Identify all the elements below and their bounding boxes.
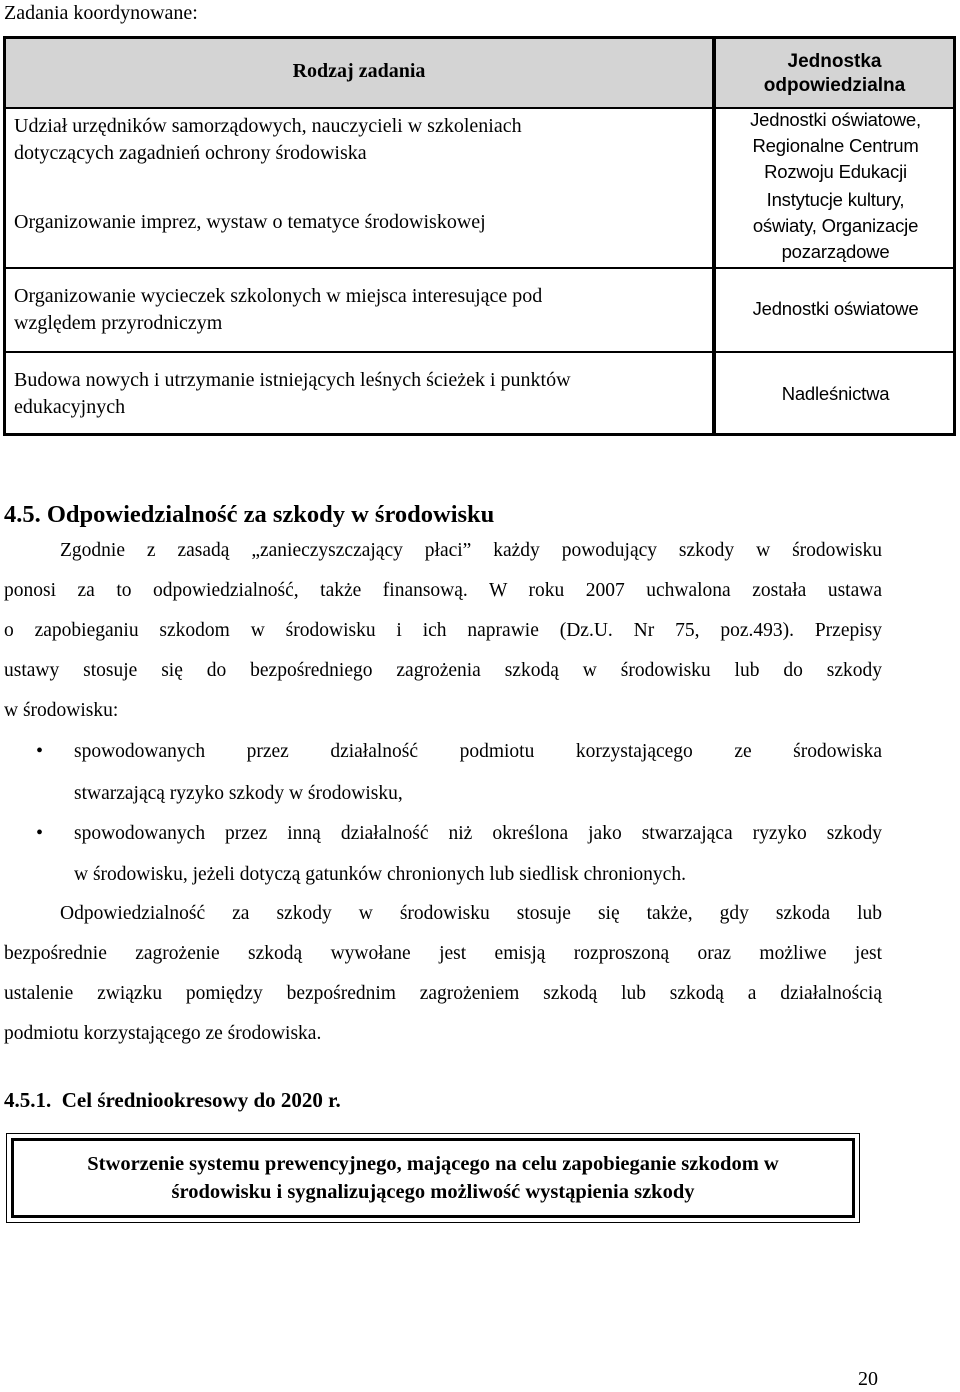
unit-line: Jednostki oświatowe — [752, 298, 919, 319]
task-cell — [14, 367, 704, 421]
task-line: edukacyjnych — [14, 396, 126, 418]
task-cell — [14, 209, 704, 236]
header-task-type: Rodzaj zadania — [6, 39, 712, 107]
row-divider — [716, 351, 953, 353]
unit-line: oświaty, Organizacje — [752, 215, 919, 236]
intro-heading: Zadania koordynowane: — [4, 2, 198, 24]
column-divider — [712, 39, 716, 433]
goal-line: Stworzenie systemu prewencyjnego, mającego na celu zapobieganie szkodom w — [87, 1153, 779, 1175]
paragraph-line: ustalenie związku pomiędzy bezpośrednim zagrożeniem szkodą lub szkodą a działalnością — [4, 983, 882, 1004]
row-divider — [6, 107, 712, 109]
bullet-line: stwarzającą ryzyko szkody w środowisku, — [74, 783, 403, 804]
unit-line: Regionalne Centrum — [752, 135, 919, 156]
task-line: względem przyrodniczym — [14, 312, 223, 334]
tasks-table — [3, 36, 956, 436]
task-line: Organizowanie wycieczek szkolonych w miejsca interesujące pod — [14, 285, 543, 307]
header-right-line-1: Jednostka — [787, 51, 882, 72]
goal-box — [6, 1133, 860, 1223]
unit-cell — [718, 107, 953, 185]
header-responsible-unit — [716, 39, 953, 107]
task-line: Organizowanie imprez, wystaw o tematyce środowiskowej — [14, 211, 486, 233]
task-line: Udział urzędników samorządowych, nauczycieli w szkoleniach — [14, 115, 522, 137]
unit-line: Rozwoju Edukacji — [764, 161, 907, 182]
unit-line: Nadleśnictwa — [781, 383, 890, 404]
section-title: 4.5. Odpowiedzialność za szkody w środowisku — [4, 501, 495, 528]
unit-line: Instytucje kultury, — [766, 189, 905, 210]
bullet-line: w środowisku, jeżeli dotyczą gatunków chronionych lub siedlisk chronionych. — [74, 864, 686, 885]
paragraph-line: ponosi za to odpowiedzialność, także finansową. W roku 2007 uchwalona została ustawa — [4, 580, 882, 601]
bullet-icon: • — [36, 822, 44, 844]
paragraph-line: Zgodnie z zasadą „zanieczyszczający płaci” każdy powodujący szkody w środowisku — [60, 540, 882, 561]
unit-line: pozarządowe — [781, 241, 890, 262]
unit-line: Jednostki oświatowe, — [750, 109, 921, 130]
task-cell — [14, 113, 704, 167]
unit-cell — [718, 381, 953, 407]
row-divider — [6, 351, 712, 353]
task-cell — [14, 283, 704, 337]
task-line: Budowa nowych i utrzymanie istniejących leśnych ścieżek i punktów — [14, 369, 571, 391]
bullet-line: spowodowanych przez inną działalność niż określona jako stwarzająca ryzyko szkody — [74, 823, 882, 844]
goal-line: środowisku i sygnalizującego możliwość wystąpienia szkody — [171, 1181, 695, 1203]
bullet-icon: • — [36, 740, 44, 762]
row-divider — [6, 267, 712, 269]
unit-cell — [718, 187, 953, 265]
paragraph-line: podmiotu korzystającego ze środowiska. — [4, 1023, 322, 1044]
paragraph-line: Odpowiedzialność za szkody w środowisku stosuje się także, gdy szkoda lub — [60, 903, 882, 924]
subsection-title: 4.5.1. Cel średniookresowy do 2020 r. — [4, 1088, 341, 1112]
goal-inner-box — [11, 1138, 855, 1218]
task-line: dotyczących zagadnień ochrony środowiska — [14, 142, 367, 164]
paragraph-line: ustawy stosuje się do bezpośredniego zagrożenia szkodą w środowisku lub do szkody — [4, 660, 882, 681]
header-right-line-2: odpowiedzialna — [763, 75, 906, 96]
unit-cell — [718, 296, 953, 322]
bullet-line: spowodowanych przez działalność podmiotu korzystającego ze środowiska — [74, 741, 882, 762]
row-divider — [716, 267, 953, 269]
paragraph-line: o zapobieganiu szkodom w środowisku i ich naprawie (Dz.U. Nr 75, poz.493). Przepisy — [4, 620, 882, 641]
page-number: 20 — [858, 1368, 878, 1390]
paragraph-line: bezpośrednie zagrożenie szkodą wywołane jest emisją rozproszoną oraz możliwe jest — [4, 943, 882, 964]
paragraph-line: w środowisku: — [4, 700, 119, 721]
